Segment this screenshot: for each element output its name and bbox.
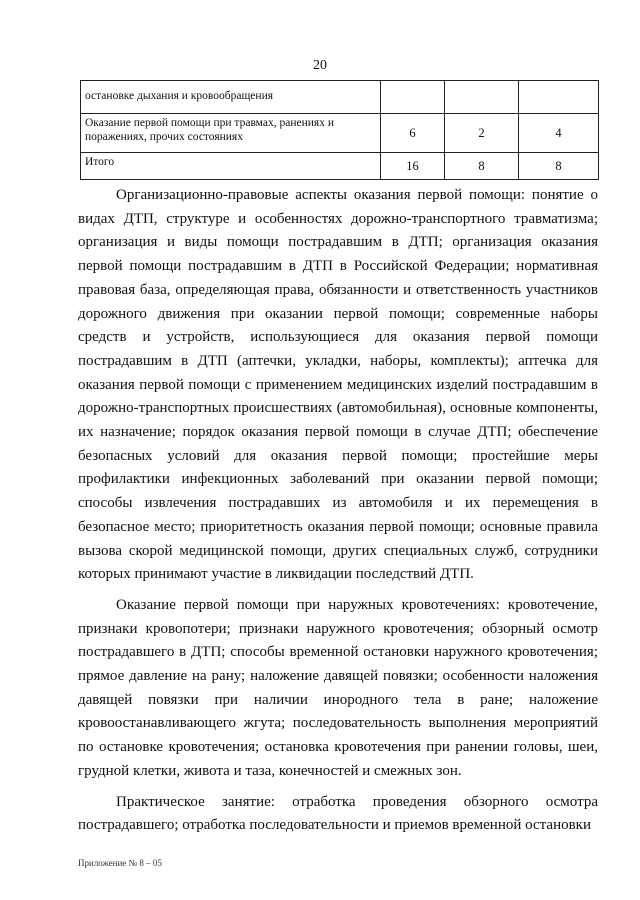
table-row [81, 153, 599, 180]
table-cell-practice [519, 81, 599, 114]
table-cell-practice: 4 [519, 114, 599, 153]
table-cell-total: 16 [381, 153, 445, 180]
table-cell-total: 6 [381, 114, 445, 153]
paragraph-practical-lesson: Практическое занятие: отработка проведения обзорного осмотра пострадавшего; отработка последовательности и приемов временной остановки [78, 793, 598, 834]
table-cell-theory: 2 [445, 114, 519, 153]
page-number: 20 [313, 58, 327, 73]
table-cell-theory [445, 81, 519, 114]
table-cell-total [381, 81, 445, 114]
paragraph-legal-aspects: Организационно-правовые аспекты оказания первой помощи: понятие о видах ДТП, структуре и особенностях дорожно-транспортного травматизма; организация и виды помощи пострадавшим в ДТП; организация оказания первой помощи пострадавшим в ДТП в Российской Федерации; нормативная правовая база, определяющая права, обязанности и ответственность участников дорожного движения при оказании первой помощи; современные наборы средств и устройств, использующиеся для оказания первой помощи пострадавшим в ДТП (аптечки, укладки, наборы, комплекты); аптечка для оказания первой помощи с применением медицинских изделий пострадавшим в дорожно-транспортных происшествиях (автомобильная), основные компоненты, их назначение; порядок оказания первой помощи в случае ДТП; обеспечение безопасных условий для оказания первой помощи; простейшие меры профилактики инфекционных заболеваний при оказании первой помощи; способы извлечения пострадавших из автомобиля и их перемещения в безопасное место; приоритетность оказания первой помощи; основные правила вызова скорой медицинской помощи, других специальных служб, сотрудники которых принимают участие в ликвидации последствий ДТП. [78, 187, 598, 583]
table-cell-practice: 8 [519, 153, 599, 180]
table-cell-label: Итого [81, 153, 381, 180]
table-row [81, 81, 599, 114]
table-row [81, 114, 599, 153]
table-cell-theory: 8 [445, 153, 519, 180]
paragraph-external-bleeding: Оказание первой помощи при наружных кровотечениях: кровотечение, признаки кровопотери; признаки наружного кровотечения; обзорный осмотр пострадавшего в ДТП; способы временной остановки наружного кровотечения; прямое давление на рану; наложение давящей повязки; особенности наложения давящей повязки при наличии инородного тела в ране; наложение кровоостанавливающего жгута; последовательность выполнения мероприятий по остановке кровотечения; остановка кровотечения при ранении головы, шеи, грудной клетки, живота и таза, конечностей и смежных зон. [78, 596, 598, 779]
footer-note: Приложение № 8 – 05 [78, 858, 162, 868]
table-cell-label: остановке дыхания и кровообращения [81, 81, 381, 114]
hours-table [80, 80, 599, 180]
table-cell-label: Оказание первой помощи при травмах, ранениях и поражениях, прочих состояниях [81, 114, 381, 153]
body-text [78, 184, 598, 845]
